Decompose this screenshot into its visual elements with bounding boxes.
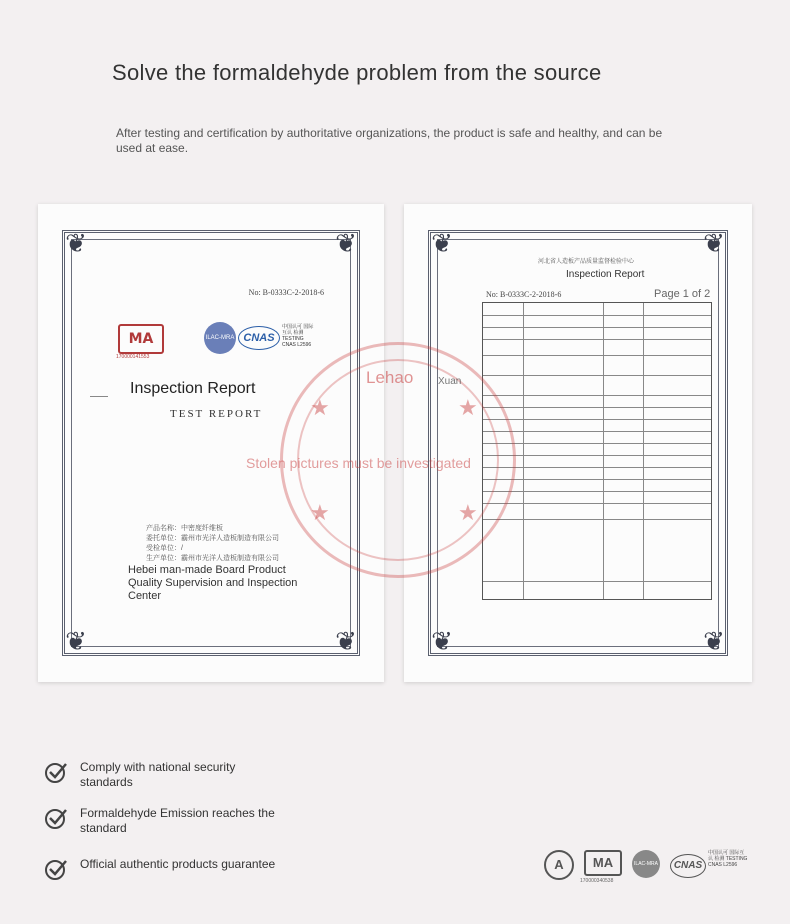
detail-line: 产品名称：中密度纤维板 bbox=[146, 525, 223, 532]
ornament-corner-icon: ❦ bbox=[335, 627, 357, 657]
table-row bbox=[483, 455, 711, 456]
cnas-text: 中国认可 国际互认 检测 TESTING CNAS L2596 bbox=[708, 850, 748, 868]
detail-line: 委托单位：霸州市光洋人造板制造有限公司 bbox=[146, 535, 279, 542]
page-indicator: Page 1 of 2 bbox=[654, 288, 711, 300]
check-circle-icon bbox=[44, 806, 68, 830]
watermark-warning: Stolen pictures must be investigated bbox=[246, 455, 471, 471]
ornament-corner-icon: ❦ bbox=[335, 229, 357, 259]
watermark-brand-suffix: Xuan bbox=[438, 376, 462, 387]
feature-item bbox=[44, 857, 280, 881]
star-icon: ★ bbox=[458, 500, 478, 525]
table-row bbox=[483, 503, 711, 504]
cma-number: 170000141553 bbox=[116, 354, 150, 360]
ornament-corner-icon: ❦ bbox=[703, 627, 725, 657]
test-report-title: TEST REPORT bbox=[170, 408, 263, 420]
table-header: 河北省人造板产品质量监督检验中心 bbox=[538, 259, 635, 265]
table-row bbox=[483, 339, 711, 340]
feature-label: Formaldehyde Emission reaches the standard bbox=[80, 806, 275, 835]
certification-logo-strip bbox=[540, 850, 750, 890]
divider bbox=[90, 396, 108, 397]
inspection-report-label: Inspection Report bbox=[130, 380, 256, 397]
ornament-corner-icon: ❦ bbox=[65, 627, 87, 657]
ca-logo-icon: A bbox=[544, 850, 574, 880]
report-number: No: B-0333C-2-2018-6 bbox=[486, 290, 562, 299]
table-row bbox=[483, 431, 711, 432]
certification-logos bbox=[118, 322, 318, 364]
table-column-line bbox=[523, 303, 524, 599]
star-icon: ★ bbox=[310, 500, 330, 525]
ilac-mra-logo-icon: ILAC-MRA bbox=[204, 322, 236, 354]
table-row bbox=[483, 479, 711, 480]
page-subtitle: After testing and certification by authoritative organizations, the product is safe and healthy, and can be used at ease. bbox=[116, 126, 663, 155]
feature-label: Official authentic products guarantee bbox=[80, 857, 276, 871]
table-column-line bbox=[643, 303, 644, 599]
detail-line: 受检单位：/ bbox=[146, 545, 183, 552]
ornament-corner-icon: ❦ bbox=[431, 627, 453, 657]
issuing-organization: Hebei man-made Board Product Quality Supervision and Inspection Center bbox=[128, 564, 298, 602]
report-number: No: B-0333C-2-2018-6 bbox=[248, 288, 324, 297]
cma-number: 170000340538 bbox=[580, 878, 614, 884]
certificate-details bbox=[146, 524, 279, 564]
table-column-line bbox=[603, 303, 604, 599]
feature-item bbox=[44, 806, 280, 836]
check-circle-icon bbox=[44, 760, 68, 784]
table-row bbox=[483, 327, 711, 328]
ornament-corner-icon: ❦ bbox=[431, 229, 453, 259]
table-row bbox=[483, 467, 711, 468]
table-row bbox=[483, 491, 711, 492]
cnas-text: 中国认可 国际互认 检测 TESTING CNAS L2596 bbox=[282, 324, 314, 348]
cnas-logo-icon: CNAS bbox=[238, 326, 280, 350]
star-icon: ★ bbox=[458, 395, 478, 420]
table-row bbox=[483, 581, 711, 582]
table-row bbox=[483, 419, 711, 420]
detail-line: 生产单位：霸州市光洋人造板制造有限公司 bbox=[146, 555, 279, 562]
table-row bbox=[483, 407, 711, 408]
feature-item bbox=[44, 760, 280, 790]
table-row bbox=[483, 355, 711, 356]
ilac-mra-logo-icon: ILAC-MRA bbox=[632, 850, 660, 878]
table-row bbox=[483, 443, 711, 444]
table-row bbox=[483, 395, 711, 396]
page-title: Solve the formaldehyde problem from the source bbox=[112, 60, 602, 85]
cnas-logo-icon: CNAS bbox=[670, 854, 706, 878]
cma-logo-icon: MA bbox=[118, 324, 164, 354]
feature-label: Comply with national security standards bbox=[80, 760, 236, 789]
star-icon: ★ bbox=[310, 395, 330, 420]
watermark-brand: Lehao bbox=[366, 368, 414, 387]
table-row bbox=[483, 519, 711, 520]
table-row bbox=[483, 375, 711, 376]
results-table bbox=[482, 302, 712, 600]
cma-logo-icon: MA bbox=[584, 850, 622, 876]
ornament-corner-icon: ❦ bbox=[65, 229, 87, 259]
inspection-report-label: Inspection Report bbox=[566, 269, 645, 280]
check-circle-icon bbox=[44, 857, 68, 881]
ornament-corner-icon: ❦ bbox=[703, 229, 725, 259]
table-row bbox=[483, 315, 711, 316]
